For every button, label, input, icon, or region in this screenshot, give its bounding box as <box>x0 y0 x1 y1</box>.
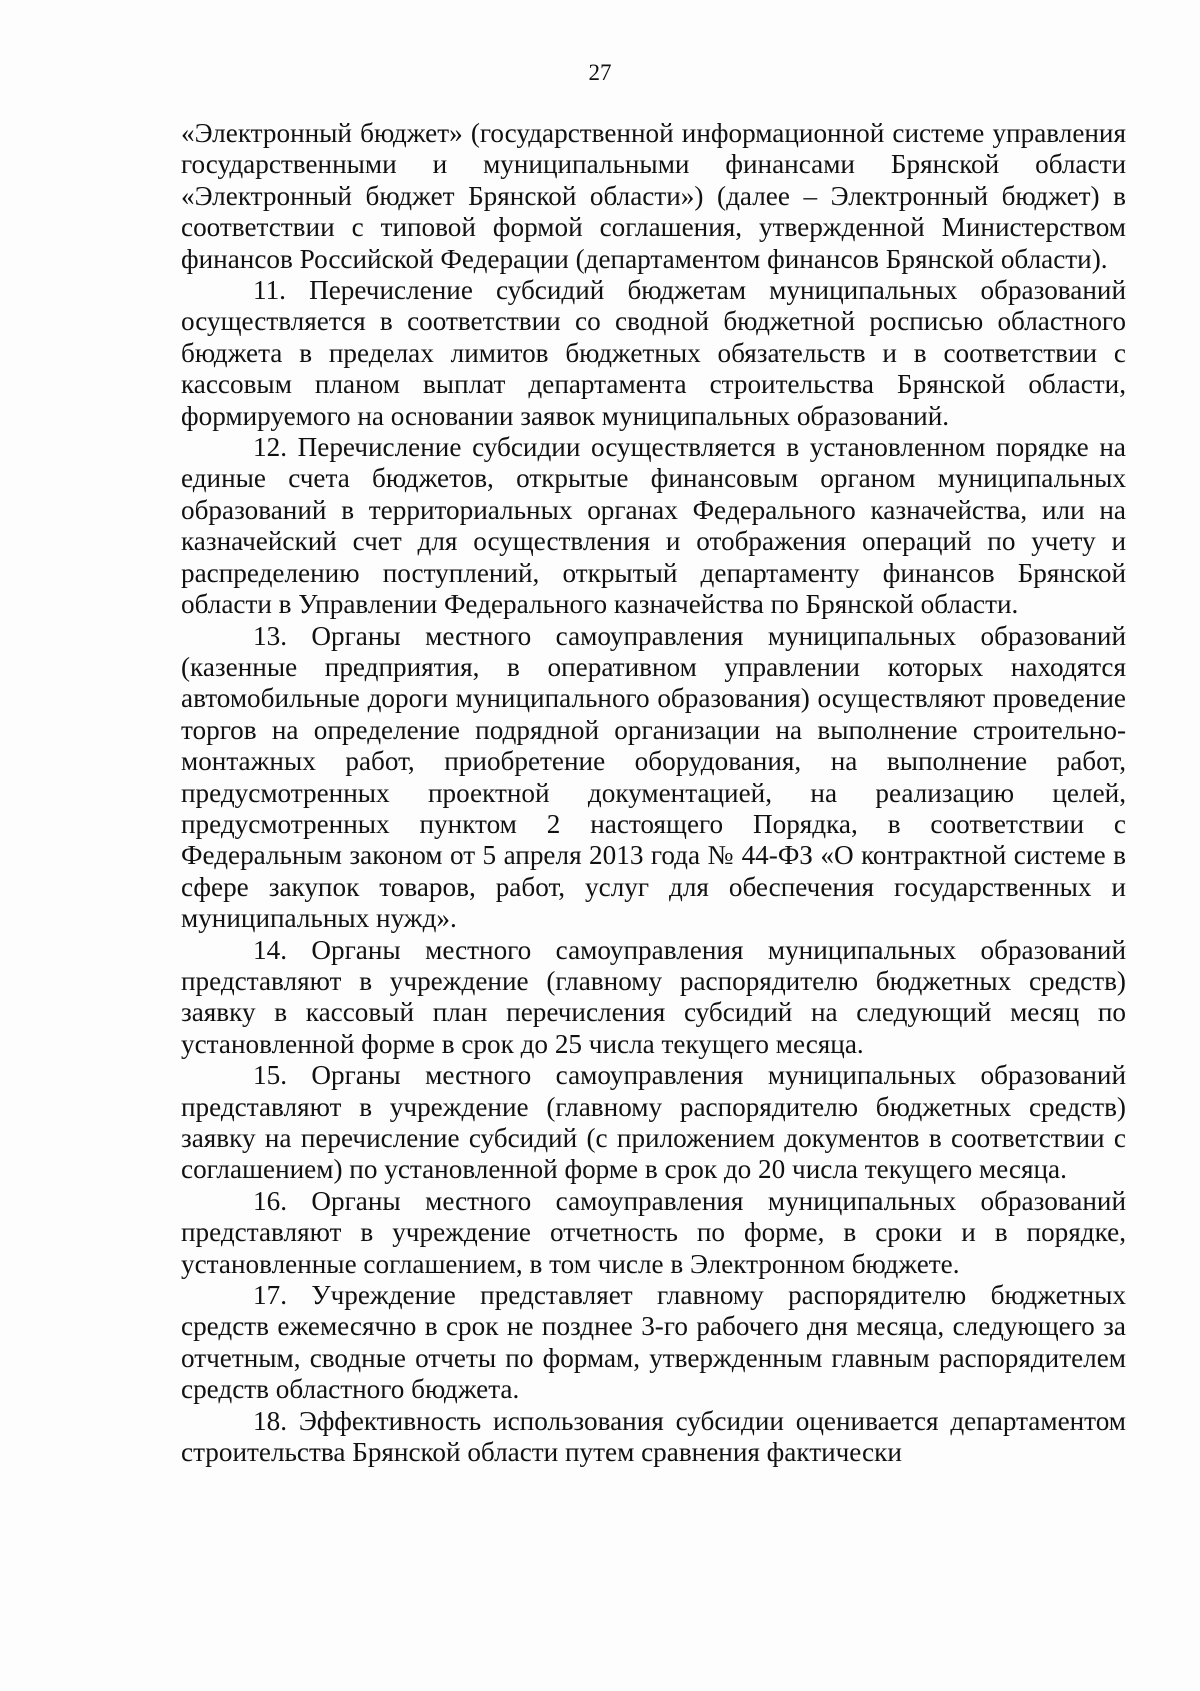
paragraph-15: 15. Органы местного самоуправления муниципальных образований представляют в учреждение (главному распорядителю бюджетных средств) заявку на перечисление субсидий (с приложением документов в соответствии с соглашением) по установленной форме в срок до 20 числа текущего месяца. <box>181 1060 1126 1185</box>
paragraph-14: 14. Органы местного самоуправления муниципальных образований представляют в учреждение (главному распорядителю бюджетных средств) заявку в кассовый план перечисления субсидий на следующий месяц по установленной форме в срок до 25 числа текущего месяца. <box>181 934 1126 1059</box>
page-number: 27 <box>588 60 612 85</box>
document-body <box>181 118 1126 1468</box>
paragraph-16: 16. Органы местного самоуправления муниципальных образований представляют в учреждение отчетность по форме, в сроки и в порядке, установленные соглашением, в том числе в Электронном бюджете. <box>181 1185 1126 1279</box>
paragraph-12: 12. Перечисление субсидии осуществляется в установленном порядке на единые счета бюджетов, открытые финансовым органом муниципальных образований в территориальных органах Федерального казначейства, или на казначейский счет для осуществления и отображения операций по учету и распределению поступлений, открытый департаменту финансов Брянской области в Управлении Федерального казначейства по Брянской области. <box>181 432 1126 620</box>
paragraph-17: 17. Учреждение представляет главному распорядителю бюджетных средств ежемесячно в срок не позднее 3-го рабочего дня месяца, следующего за отчетным, сводные отчеты по формам, утвержденным главным распорядителем средств областного бюджета. <box>181 1280 1126 1405</box>
paragraph-18: 18. Эффективность использования субсидии оценивается департаментом строительства Брянской области путем сравнения фактически <box>181 1405 1126 1468</box>
paragraph-13: 13. Органы местного самоуправления муниципальных образований (казенные предприятия, в оперативном управлении которых находятся автомобильные дороги муниципального образования) осуществляют проведение торгов на определение подрядной организации на выполнение строительно-монтажных работ, приобретение оборудования, на выполнение работ, предусмотренных проектной документацией, на реализацию целей, предусмотренных пунктом 2 настоящего Порядка, в соответствии с Федеральным законом от 5 апреля 2013 года № 44-ФЗ «О контрактной системе в сфере закупок товаров, работ, услуг для обеспечения государственных и муниципальных нужд». <box>181 620 1126 934</box>
paragraph-continuation: «Электронный бюджет» (государственной информационной системе управления государственными и муниципальными финансами Брянской области «Электронный бюджет Брянской области») (далее – Электронный бюджет) в соответствии с типовой формой соглашения, утвержденной Министерством финансов Российской Федерации (департаментом финансов Брянской области). <box>181 118 1126 274</box>
paragraph-11: 11. Перечисление субсидий бюджетам муниципальных образований осуществляется в соответствии со сводной бюджетной росписью областного бюджета в пределах лимитов бюджетных обязательств и в соответствии с кассовым планом выплат департамента строительства Брянской области, формируемого на основании заявок муниципальных образований. <box>181 275 1126 431</box>
